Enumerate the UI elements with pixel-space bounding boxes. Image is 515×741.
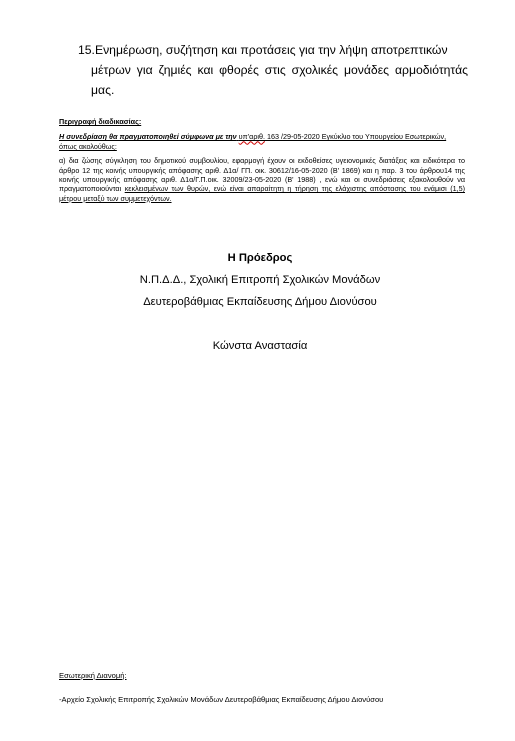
signature-name: Κώνστα Αναστασία	[212, 340, 308, 352]
procedure-body-underlined: κεκλεισμένων των θυρών, ενώ είναι απαραίτητη η τήρηση της ελάχιστης απόστασης του ενάμισι (1,5) μέτρου μεταξύ των συμμετεχόντων.	[59, 184, 465, 203]
distribution-item: -Αρχείο Σχολικής Επιτροπής Σχολικών Μονάδων Δευτεροβάθμιας Εκπαίδευσης Δήμου Διονύσου	[59, 695, 384, 704]
procedure-section	[59, 117, 465, 203]
signature-org-line2: Δευτεροβάθμιας Εκπαίδευσης Δήμου Διονύσου	[143, 296, 377, 308]
internal-distribution	[59, 671, 479, 705]
signature-role: Η Πρόεδρος	[227, 252, 293, 264]
agenda-item-15	[78, 40, 468, 100]
procedure-intro-rest: 163 /29-05-2020 Εγκύκλιο του Υπουργείου Εσωτερικών, όπως ακολούθως:	[59, 132, 447, 151]
signature-org-line1: Ν.Π.Δ.Δ., Σχολική Επιτροπή Σχολικών Μονάδων	[139, 274, 381, 286]
procedure-body-text: α) δια ζώσης σύγκληση του δημοτικού συμβουλίου, εφαρμογή έχουν οι εκδοθείσες υγειονομικές διατάξεις και ειδικότερα το άρθρο 12 της κοινής υπουργικής απόφασης αριθ. Δ1α/ ΓΠ. οικ. 30612/16-05-2020 (Β' 1869) και η παρ. 3 του άρθρου14 της κοινής υπουργικής απόφασης αριθ. Δ1α/Γ.Π.οικ. 32009/23-05-2020 (Β' 1988) , ενώ και οι συνεδριάσεις εξακολουθούν να πραγματοποιούνται	[59, 156, 465, 194]
agenda-item-line2: μέτρων για ζημιές και φθορές στις σχολικές μονάδες αρμοδιότητάς μας.	[91, 63, 468, 97]
procedure-intro-reference: υπ’αριθ.	[238, 132, 265, 142]
procedure-intro-bold: Η συνεδρίαση θα πραγματοποιηθεί σύμφωνα με την	[59, 132, 237, 142]
signature-block	[100, 247, 420, 357]
procedure-body	[59, 156, 465, 203]
procedure-intro	[59, 132, 465, 151]
distribution-heading: Εσωτερική Διανομή:	[59, 671, 127, 680]
agenda-item-line1: 15.Ενημέρωση, συζήτηση και προτάσεις για την λήψη αποτρεπτικών	[78, 43, 448, 57]
procedure-title: Περιγραφή διαδικασίας:	[59, 117, 142, 126]
